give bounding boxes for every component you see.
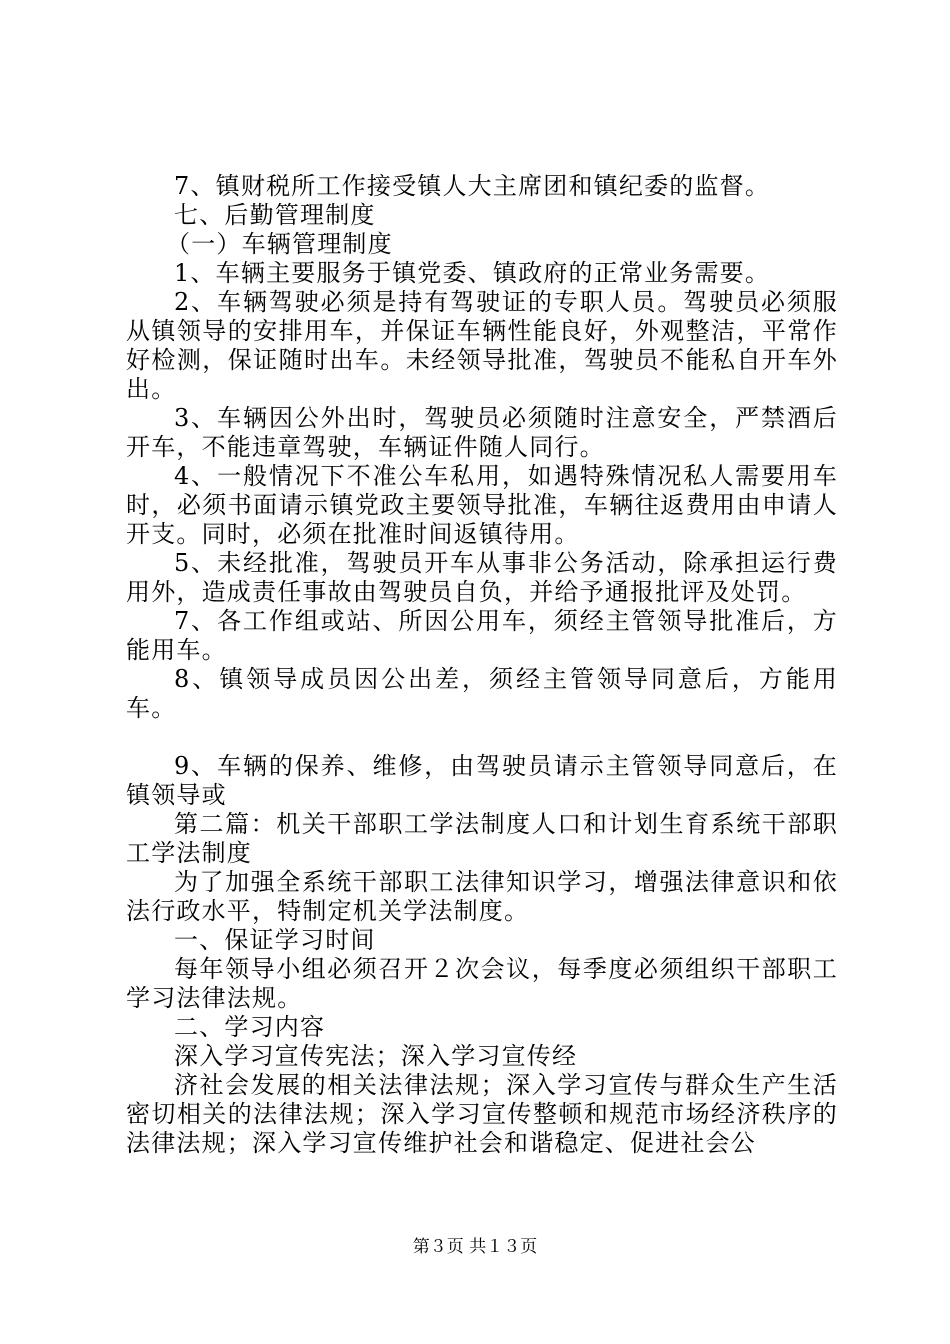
paragraph-vehicle-rule-2: 2、车辆驾驶必须是持有驾驶证的专职人员。驾驶员必须服从镇领导的安排用车，并保证车辆性能良好，外观整洁，平常作好检测，保证随时出车。未经领导批准，驾驶员不能私自开车外出。 (126, 288, 838, 403)
paragraph-study-time: 每年领导小组必须召开２次会议，每季度必须组织干部职工学习法律法规。 (126, 955, 838, 1012)
paragraph-study-content-2: 济社会发展的相关法律法规；深入学习宣传与群众生产生活密切相关的法律法规；深入学习宣传整顿和规范市场经济秩序的法律法规；深入学习宣传维护社会和谐稳定、促进社会公 (126, 1071, 838, 1157)
paragraph-study-content-1: 深入学习宣传宪法；深入学习宣传经 (174, 1042, 578, 1070)
paragraph-finance-supervision: 7、镇财税所工作接受镇人大主席团和镇纪委的监督。 (174, 172, 771, 200)
paragraph-vehicle-rule-8: 8、镇领导成员因公出差，须经主管领导同意后，方能用车。 (126, 665, 838, 722)
paragraph-law-study-intro: 为了加强全系统干部职工法律知识学习，增强法律意识和依法行政水平，特制定机关学法制度。 (126, 868, 838, 925)
subsection-heading-vehicles: （一）车辆管理制度 (166, 230, 393, 258)
paragraph-vehicle-rule-3: 3、车辆因公外出时，驾驶员必须随时注意安全，严禁酒后开车，不能违章驾驶，车辆证件随人同行。 (126, 404, 838, 461)
paragraph-vehicle-rule-1: 1、车辆主要服务于镇党委、镇政府的正常业务需要。 (174, 259, 771, 287)
section-heading-logistics: 七、后勤管理制度 (174, 201, 376, 229)
chapter-heading-law-study: 第二篇：机关干部职工学法制度人口和计划生育系统干部职工学法制度 (126, 810, 838, 867)
paragraph-vehicle-rule-7: 7、各工作组或站、所因公用车，须经主管领导批准后，方能用车。 (126, 607, 838, 664)
paragraph-vehicle-rule-4: 4、一般情况下不准公车私用，如遇特殊情况私人需要用车时，必须书面请示镇党政主要领导批准，车辆往返费用由申请人开支。同时，必须在批准时间返镇待用。 (126, 462, 838, 548)
blank-line (126, 723, 838, 752)
page-number-footer: 第３页 共１３页 (412, 1237, 538, 1257)
paragraph-vehicle-rule-5: 5、未经批准，驾驶员开车从事非公务活动，除承担运行费用外，造成责任事故由驾驶员自负，并给予通报批评及处罚。 (126, 549, 838, 606)
document-body (126, 172, 838, 1158)
paragraph-vehicle-rule-9: 9、车辆的保养、维修，由驾驶员请示主管领导同意后，在镇领导或 (126, 752, 838, 809)
section-heading-study-time: 一、保证学习时间 (174, 926, 376, 954)
section-heading-study-content: 二、学习内容 (174, 1013, 326, 1041)
